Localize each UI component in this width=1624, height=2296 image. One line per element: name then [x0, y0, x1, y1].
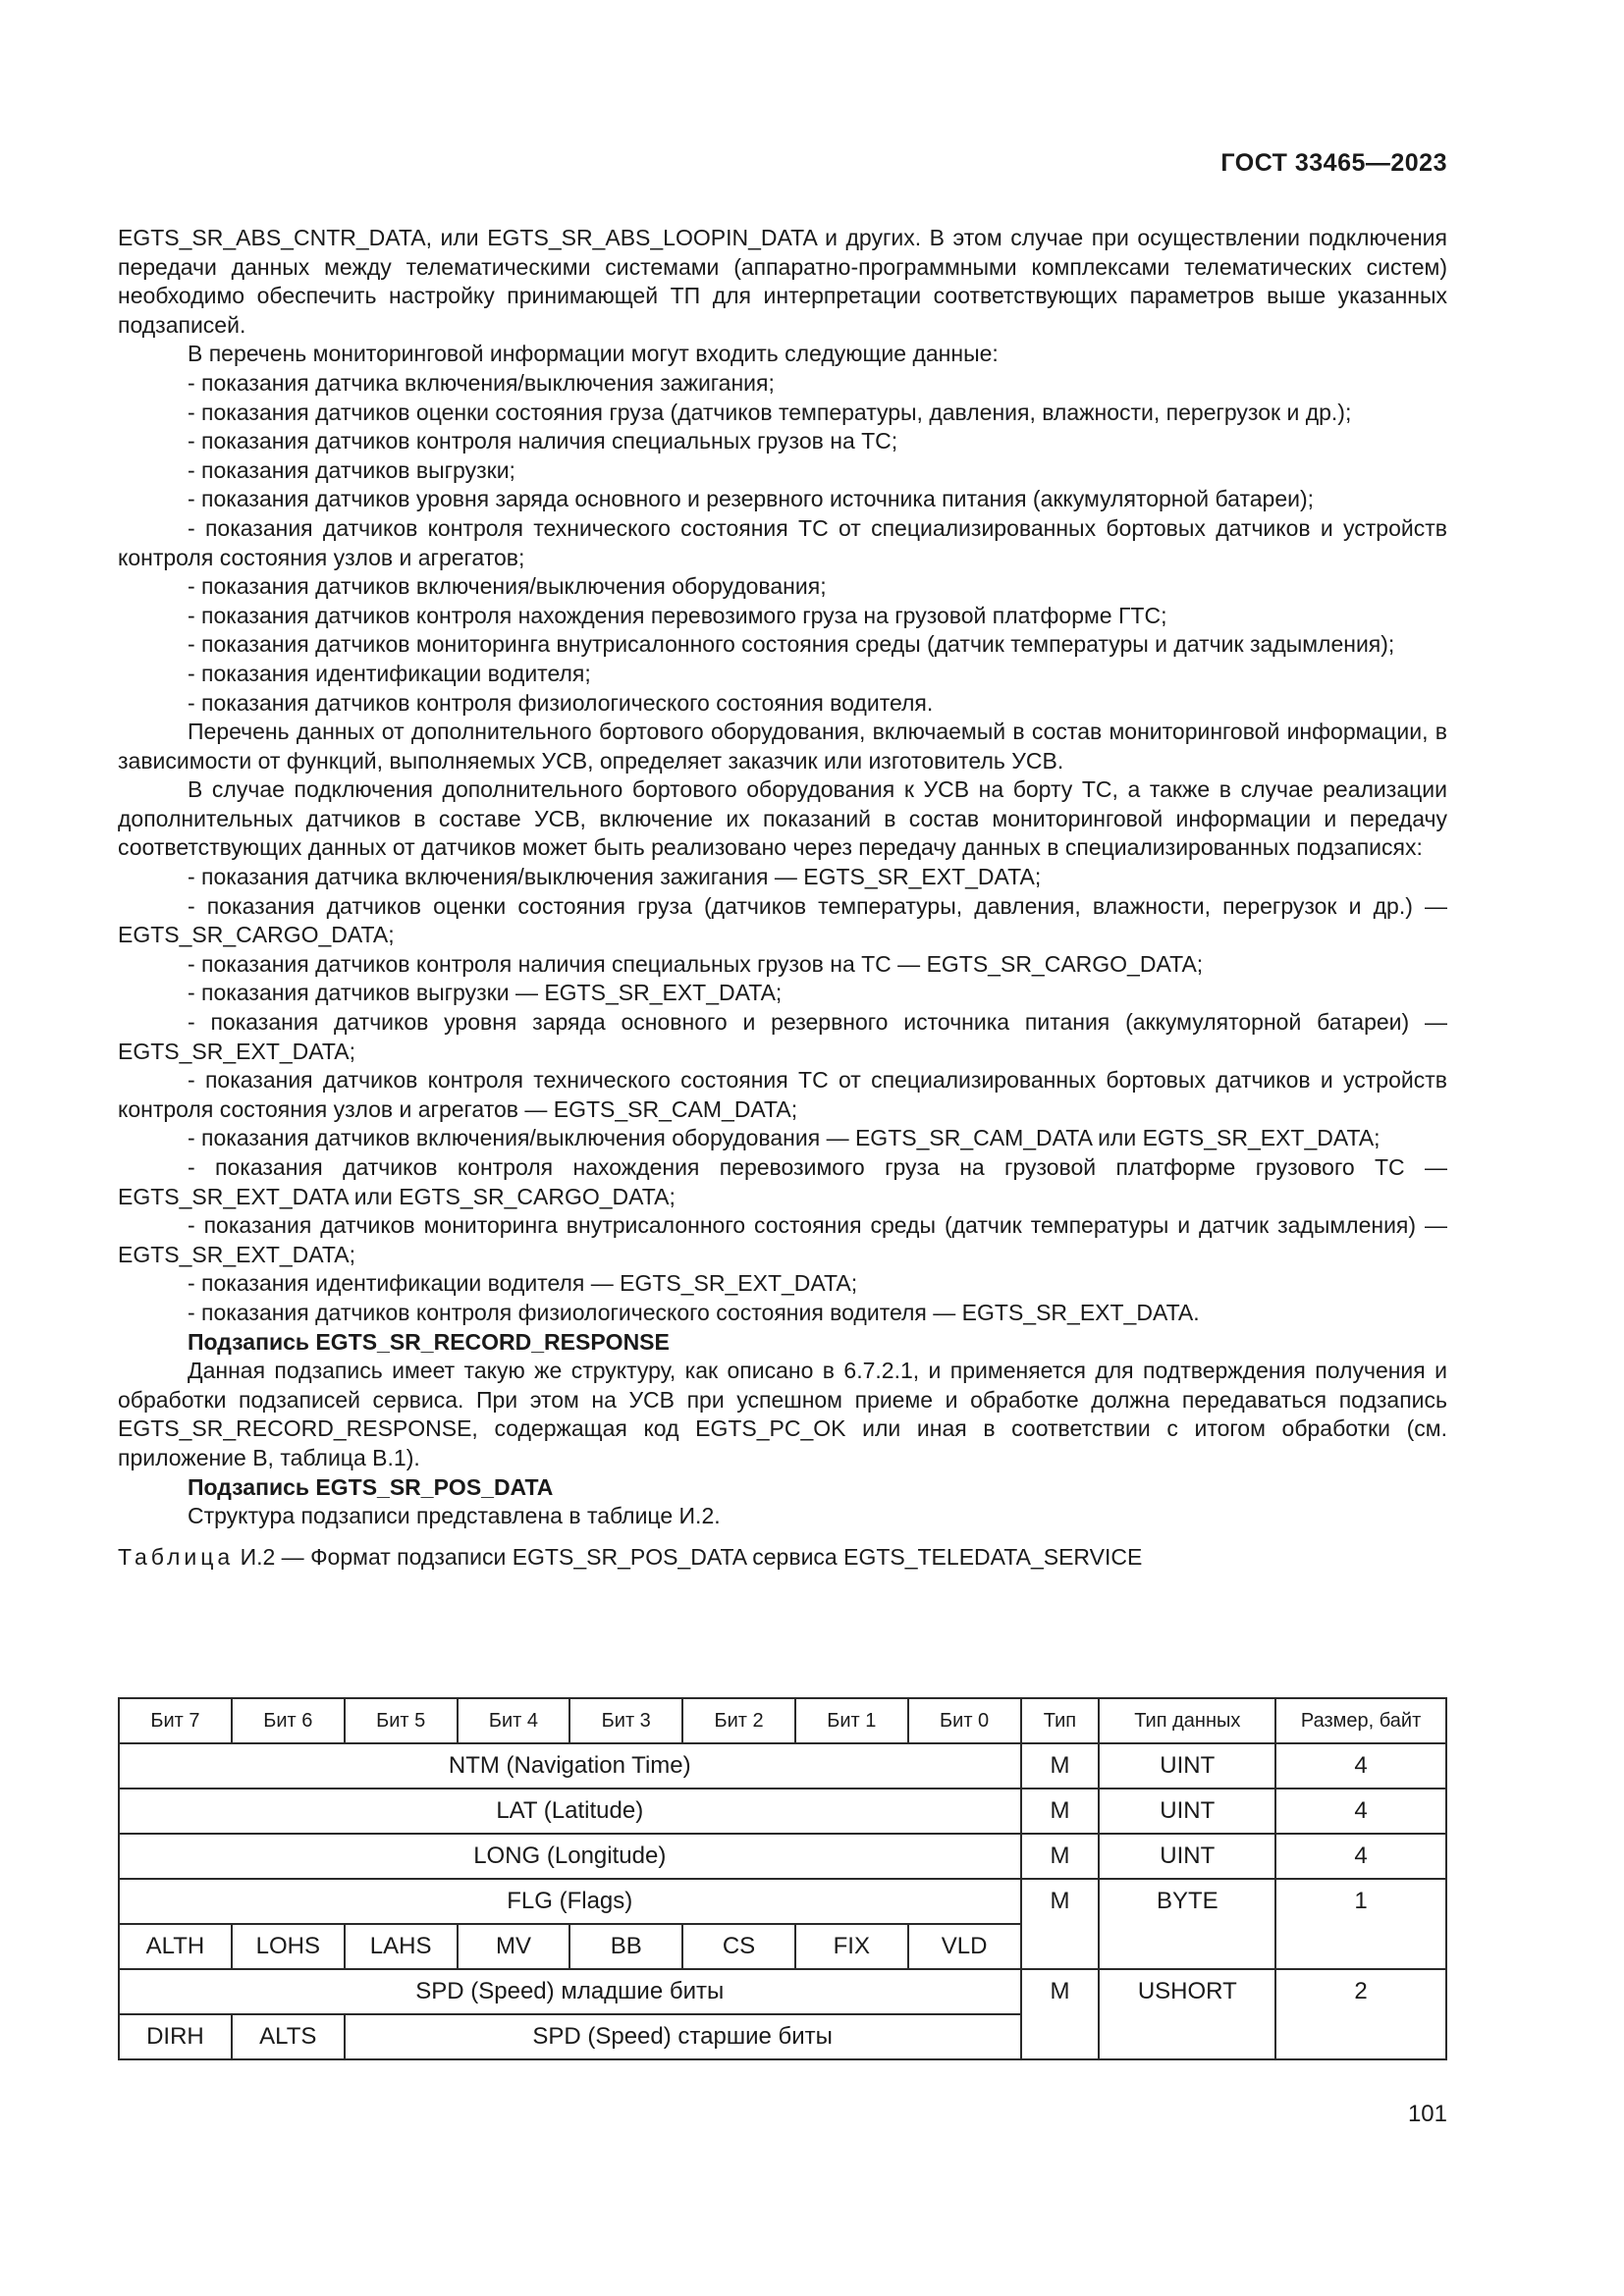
list-item: - показания датчиков уровня заряда основного и резервного источника питания (аккумуляторной батареи) — EGTS_SR_EXT_DATA;	[118, 1009, 1447, 1064]
list-item: - показания датчиков контроля физиологического состояния водителя — EGTS_SR_EXT_DATA.	[188, 1299, 1200, 1325]
list-item: - показания идентификации водителя;	[188, 660, 591, 686]
column-header: Бит 4	[458, 1698, 570, 1743]
section-heading: Подзапись EGTS_SR_RECORD_RESPONSE	[188, 1328, 670, 1355]
flag-bit-cell: ALTH	[119, 1924, 232, 1969]
column-header: Тип	[1021, 1698, 1100, 1743]
field-name-cell: NTM (Navigation Time)	[119, 1743, 1021, 1789]
size-cell: 2	[1275, 1969, 1446, 2059]
column-header: Тип данных	[1099, 1698, 1275, 1743]
flag-bit-cell: BB	[569, 1924, 682, 1969]
type-cell: M	[1021, 1879, 1100, 1969]
list-item: - показания датчика включения/выключения зажигания;	[188, 369, 775, 396]
table-row	[119, 1789, 1446, 1834]
column-header: Бит 2	[682, 1698, 795, 1743]
page-number: 101	[1407, 2101, 1447, 2127]
type-cell: M	[1021, 1789, 1100, 1834]
field-name-cell: LONG (Longitude)	[119, 1834, 1021, 1879]
list-item: - показания датчиков контроля нахождения перевозимого груза на грузовой платформе грузового ТС — EGTS_SR_EXT_DATA или EGTS_SR_CARGO_DATA;	[118, 1154, 1447, 1209]
column-header: Бит 7	[119, 1698, 232, 1743]
bit-cell: DIRH	[119, 2014, 232, 2059]
list-item: - показания датчиков контроля физиологического состояния водителя.	[188, 689, 934, 716]
document-body	[118, 224, 1447, 1572]
type-cell: M	[1021, 1969, 1100, 2059]
list-item: - показания датчиков включения/выключения оборудования — EGTS_SR_CAM_DATA или EGTS_SR_EXT_DATA;	[188, 1125, 1380, 1151]
list-item: - показания датчиков контроля наличия специальных грузов на ТС — EGTS_SR_CARGO_DATA;	[188, 950, 1204, 977]
table-caption-prefix: Таблица	[118, 1543, 235, 1570]
list-item: - показания датчика включения/выключения зажигания — EGTS_SR_EXT_DATA;	[188, 864, 1042, 890]
column-header: Бит 0	[908, 1698, 1021, 1743]
type-cell: M	[1021, 1743, 1100, 1789]
list-item: - показания датчиков контроля технического состояния ТС от специализированных бортовых датчиков и устройств контроля состояния узлов и агрегатов;	[118, 514, 1447, 570]
size-cell: 4	[1275, 1789, 1446, 1834]
table-caption	[118, 1543, 1447, 1573]
paragraph: EGTS_SR_ABS_CNTR_DATA, или EGTS_SR_ABS_LOOPIN_DATA и других. В этом случае при осуществлении подключения передачи данных между телематическими системами (аппаратно-программными комплексами телематических систем) необходимо обеспечить настройку принимающей ТП для интерпретации соответствующих параметров выше указанных подзаписей.	[118, 225, 1447, 338]
table-row	[119, 1879, 1446, 1924]
paragraph: Данная подзапись имеет такую же структуру, как описано в 6.7.2.1, и применяется для подтверждения получения и обработки подзаписей сервиса. При этом на УСВ при успешном приеме и обработке должна передаваться подзапись EGTS_SR_RECORD_RESPONSE, содержащая код EGTS_PC_OK или иная в соответствии с итогом обработки (см. приложение В, таблица В.1).	[118, 1358, 1447, 1470]
table-row	[119, 1834, 1446, 1879]
table-header-row	[119, 1698, 1446, 1743]
list-item: - показания датчиков оценки состояния груза (датчиков температуры, давления, влажности, перегрузок и др.) — EGTS_SR_CARGO_DATA;	[118, 892, 1447, 948]
data-type-cell: UINT	[1099, 1834, 1275, 1879]
flag-bit-cell: MV	[458, 1924, 570, 1969]
table-row	[119, 1743, 1446, 1789]
list-item: - показания датчиков включения/выключения оборудования;	[188, 573, 827, 600]
field-name-cell: SPD (Speed) старшие биты	[345, 2014, 1021, 2059]
data-table	[118, 1697, 1447, 2060]
paragraph: В перечень мониторинговой информации могут входить следующие данные:	[188, 341, 999, 367]
flag-bit-cell: LAHS	[345, 1924, 458, 1969]
flag-bit-cell: VLD	[908, 1924, 1021, 1969]
field-name-cell: LAT (Latitude)	[119, 1789, 1021, 1834]
size-cell: 1	[1275, 1879, 1446, 1969]
column-header: Размер, байт	[1275, 1698, 1446, 1743]
paragraph: Структура подзаписи представлена в таблице И.2.	[188, 1503, 721, 1529]
type-cell: M	[1021, 1834, 1100, 1879]
table-row	[119, 1969, 1446, 2014]
field-name-cell: SPD (Speed) младшие биты	[119, 1969, 1021, 2014]
list-item: - показания идентификации водителя — EGTS_SR_EXT_DATA;	[188, 1270, 858, 1297]
flag-bit-cell: LOHS	[232, 1924, 345, 1969]
list-item: - показания датчиков уровня заряда основного и резервного источника питания (аккумуляторной батареи);	[188, 486, 1315, 512]
table-caption-text: И.2 — Формат подзаписи EGTS_SR_POS_DATA сервиса EGTS_TELEDATA_SERVICE	[234, 1543, 1143, 1570]
column-header: Бит 5	[345, 1698, 458, 1743]
list-item: - показания датчиков оценки состояния груза (датчиков температуры, давления, влажности, перегрузок и др.);	[188, 399, 1352, 425]
list-item: - показания датчиков выгрузки — EGTS_SR_EXT_DATA;	[188, 980, 783, 1006]
list-item: - показания датчиков контроля нахождения перевозимого груза на грузовой платформе ГТС;	[188, 602, 1167, 628]
list-item: - показания датчиков контроля наличия специальных грузов на ТС;	[188, 428, 898, 454]
data-type-cell: BYTE	[1099, 1879, 1275, 1969]
paragraph: В случае подключения дополнительного бортового оборудования к УСВ на борту ТС, а также в случае реализации дополнительных датчиков в составе УСВ, включение их показаний в состав мониторинговой информации и передачу соответствующих данных от датчиков может быть реализовано через передачу данных в специализированных подзаписях:	[118, 776, 1447, 861]
list-item: - показания датчиков мониторинга внутрисалонного состояния среды (датчик температуры и датчик задымления) — EGTS_SR_EXT_DATA;	[118, 1212, 1447, 1267]
column-header: Бит 1	[795, 1698, 908, 1743]
document-header: ГОСТ 33465—2023	[1220, 149, 1447, 177]
field-name-cell: FLG (Flags)	[119, 1879, 1021, 1924]
flag-bit-cell: CS	[682, 1924, 795, 1969]
data-type-cell: USHORT	[1099, 1969, 1275, 2059]
bit-cell: ALTS	[232, 2014, 345, 2059]
flag-bit-cell: FIX	[795, 1924, 908, 1969]
list-item: - показания датчиков мониторинга внутрисалонного состояния среды (датчик температуры и датчик задымления);	[188, 631, 1395, 658]
section-heading: Подзапись EGTS_SR_POS_DATA	[188, 1473, 554, 1500]
data-type-cell: UINT	[1099, 1789, 1275, 1834]
size-cell: 4	[1275, 1834, 1446, 1879]
data-type-cell: UINT	[1099, 1743, 1275, 1789]
size-cell: 4	[1275, 1743, 1446, 1789]
column-header: Бит 3	[569, 1698, 682, 1743]
column-header: Бит 6	[232, 1698, 345, 1743]
paragraph: Перечень данных от дополнительного бортового оборудования, включаемый в состав мониторинговой информации, в зависимости от функций, выполняемых УСВ, определяет заказчик или изготовитель УСВ.	[118, 719, 1447, 774]
list-item: - показания датчиков контроля технического состояния ТС от специализированных бортовых датчиков и устройств контроля состояния узлов и агрегатов — EGTS_SR_CAM_DATA;	[118, 1067, 1447, 1122]
list-item: - показания датчиков выгрузки;	[188, 456, 515, 483]
